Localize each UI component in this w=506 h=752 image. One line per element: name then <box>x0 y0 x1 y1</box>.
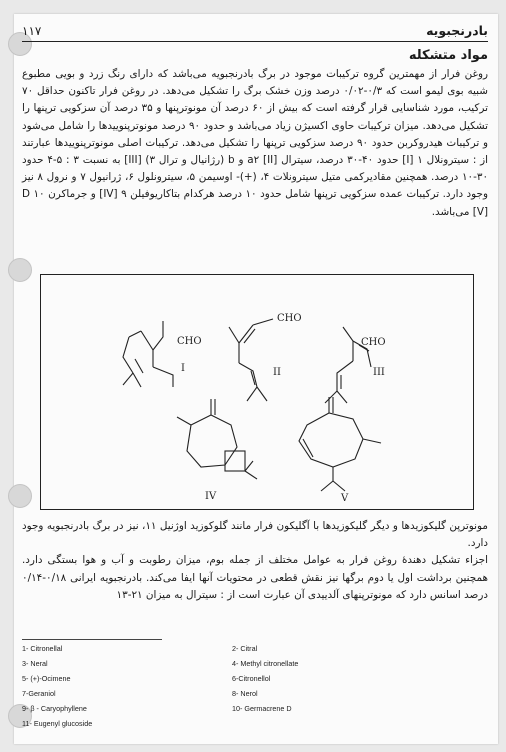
footnote-item: 9- β - Caryophyllene <box>22 704 87 713</box>
section-heading: مواد متشکله <box>408 48 488 63</box>
footnote-item: 1- Citronellal <box>22 644 63 653</box>
footnote-item: 4- Methyl citronellate <box>232 659 299 668</box>
page-number: ۱۱۷ <box>22 24 42 38</box>
label-I: I <box>181 363 185 374</box>
label-IV: IV <box>205 491 217 502</box>
chemical-structures <box>41 275 473 509</box>
footnote-item: 3- Neral <box>22 659 48 668</box>
footnote-item: 11- Eugenyl glucoside <box>22 719 93 728</box>
footnote-item: 10- Germacrene D <box>232 704 292 713</box>
label-III: III <box>373 367 385 378</box>
footnote-rule <box>22 639 162 640</box>
structure-geranial <box>229 319 273 401</box>
paragraph-glycosides-text: مونوترپن گلیکوزیدها و دیگر گلیکوزیدها با آگلیکون فرار مانند گلوکوزید اوژنیل ۱۱، نیز در برگ بادرنجبویه وجود دارد. <box>22 520 488 550</box>
structures-figure <box>40 274 474 510</box>
binder-hole <box>8 484 32 508</box>
footnote-item: 8- Nerol <box>232 689 258 698</box>
footnote-item: 7-Geraniol <box>22 689 56 698</box>
label-II: II <box>273 367 281 378</box>
footnote-item: 2- Citral <box>232 644 258 653</box>
footnote-item: 6-Citronellol <box>232 674 271 683</box>
label-V: V <box>341 493 349 504</box>
structure-citronellal <box>123 321 173 387</box>
group-cho-2: CHO <box>277 313 302 324</box>
paragraph-constituents: روغن فرار از مهمترین گروه ترکیبات موجود در برگ بادرنجبویه می‌باشد که دارای رنگ زرد و بویی مطبوع شبیه بوی لیمو است که ۰/۳-۰/۰۲ درصد وزن خشک برگ را تشکیل می‌دهد. در روغن فرار تاکنون حداقل ۷۰ ترکیب، مورد شناسایی قرار گرفته است که بیش از ۶۰ درصد آن مونوترپنها و ۳۵ درصد آن سزکویی ترپنها را تشکیل می‌دهد. میزان ترکیبات حاوی اکسیژن زیاد می‌باشد و حدود ۹۰ درصد مونوترپنوییدها را شامل می‌شود و ترکیبات هیدروکربن حدود ۹۰ درصد سزکویی ترپنها را تشکیل می‌دهد. ترکیبات اصلی مونوترپنوییدها عبارتند از : سیترونلال ۱ [I] حدود ۴۰-۳۰ درصد، سیترال [II] a۲ و b (رژانیال و ترال ۳) [III] به نسبت ۳ : ۵-۴ حدود ۳۰-۱۰ درصد. همچنین مقادیرکمی متیل سیترونلات ۴، (+)- اوسیمن ۵، سیترونلول ۶، ژرانیول ۷ و نرول ۸ نیز وجود دارد. ترکیبات عمده سزکویی ترپنها شامل حدود ۱۰ درصد هرکدام بتاکاریوفیلن ۹ [IV] و جرماکرن D ۱۰ [V] می‌باشد. <box>22 68 489 218</box>
footnote-item: 5- (+)-Ocimene <box>22 674 71 683</box>
paragraph-factors-text: اجزاء تشکیل دهندهٔ روغن فرار به عوامل مختلف از جمله بوم، میزان رطوبت و آب و هوا بستگی دارد. همچنین برداشت اول یا دوم برگها نیز نقش قطعی در محتویات آنها ایفا می‌کند. بادرنجبویه ایرانی ۰/۱۸-۰/۱۴ درصد اسانس دارد که مونوترپنهای آلدییدی آن عبارت است از : سیترال به میزان ۲۱-۱۳ <box>22 554 488 601</box>
binder-hole <box>8 258 32 282</box>
running-header <box>22 18 488 42</box>
group-cho-1: CHO <box>177 336 202 347</box>
paragraph-glycosides <box>22 518 488 604</box>
running-title: بادرنجبویه <box>426 23 488 38</box>
structure-caryophyllene <box>177 399 257 479</box>
group-cho-3: CHO <box>361 337 386 348</box>
structure-germacrene-d <box>299 397 381 491</box>
